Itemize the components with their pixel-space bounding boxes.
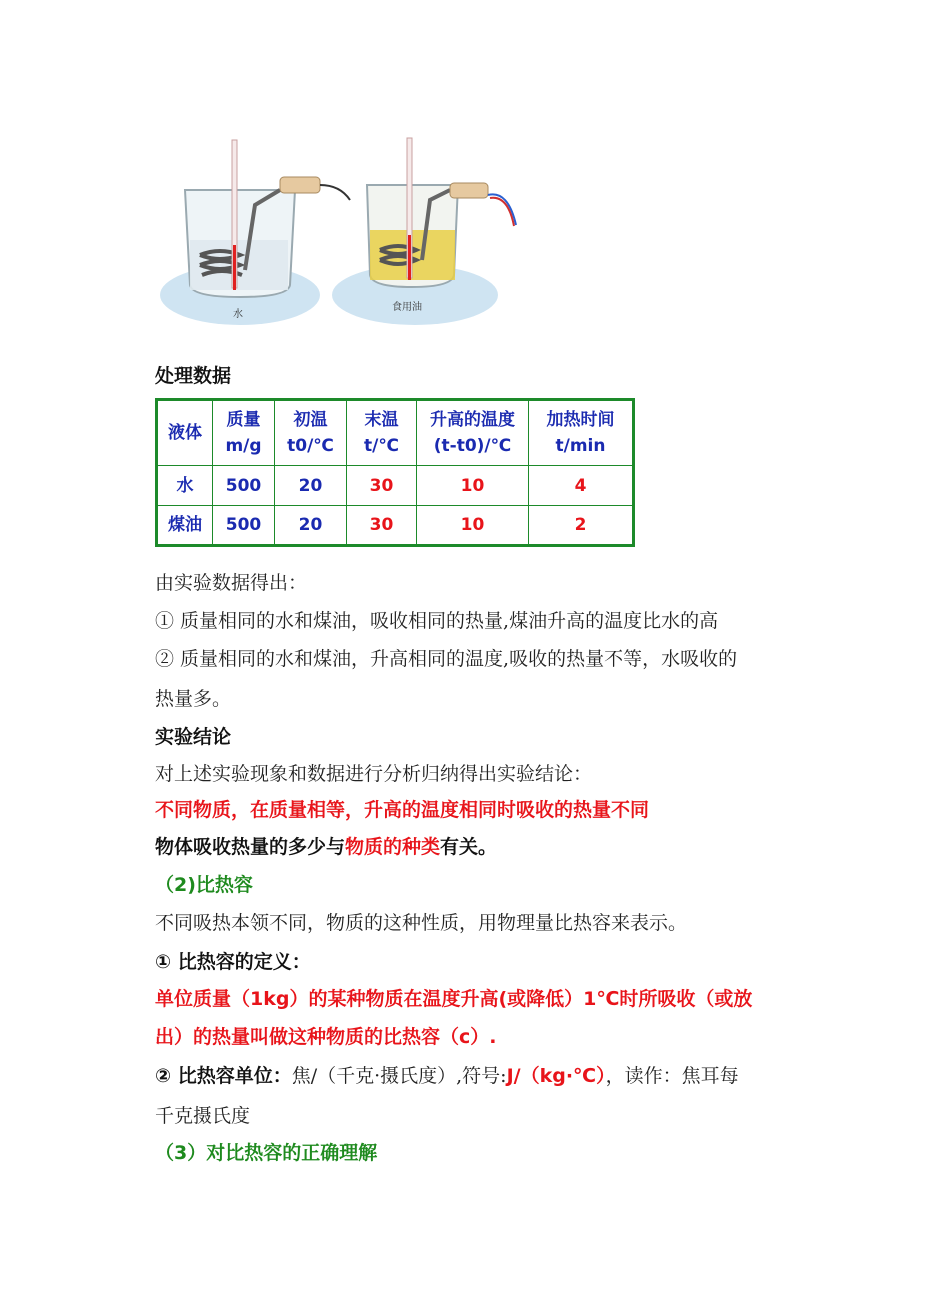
conclusion-2-post: 有关。 [440, 836, 498, 858]
definition-title: ① 比热容的定义： [155, 951, 311, 973]
cell-final-temp: 30 [347, 466, 417, 506]
conclusion-2 [155, 835, 497, 859]
table-row [157, 506, 634, 546]
cell-heat-time: 4 [529, 466, 634, 506]
table-header-row [157, 400, 634, 466]
section-process-heading: 处理数据 [155, 365, 232, 387]
cell-mass: 500 [213, 506, 275, 546]
cell-liquid: 水 [157, 466, 213, 506]
cell-temp-rise: 10 [417, 466, 529, 506]
header-final-temp: 末温 t/℃ [347, 400, 417, 466]
header-heat-time: 加热时间 t/min [529, 400, 634, 466]
conclusion-2-red: 物质的种类 [345, 836, 441, 858]
unit-read-b: 千克摄氏度 [155, 1105, 251, 1127]
point-1: ① 质量相同的水和煤油，吸收相同的热量,煤油升高的温度比水的高 [155, 610, 719, 632]
cell-initial-temp: 20 [275, 506, 347, 546]
beakers-illustration [160, 135, 530, 325]
conclude-intro: 由实验数据得出： [155, 572, 308, 594]
definition-line-b: 出）的热量叫做这种物质的比热容（c）. [155, 1026, 497, 1048]
header-mass: 质量 m/g [213, 400, 275, 466]
definition-line-a: 单位质量（1kg）的某种物质在温度升高(或降低）1℃时所吸收（或放 [155, 988, 753, 1010]
figure-caption-oil: 食用油 [392, 302, 422, 313]
unit-text: 焦/（千克·摄氏度）,符号: [291, 1065, 507, 1087]
conclusion-intro: 对上述实验现象和数据进行分析归纳得出实验结论： [155, 763, 593, 785]
cell-initial-temp: 20 [275, 466, 347, 506]
data-table [155, 398, 635, 547]
unit-symbol: J/（kg·℃） [506, 1065, 606, 1087]
cell-mass: 500 [213, 466, 275, 506]
unit-pre: ② 比热容单位： [155, 1065, 292, 1087]
specific-heat-intro: 不同吸热本领不同，物质的这种性质，用物理量比热容来表示。 [155, 912, 688, 934]
figure-caption-water: 水 [233, 309, 243, 320]
section-understanding: （3）对比热容的正确理解 [155, 1142, 378, 1164]
unit-line [155, 1064, 739, 1088]
section-conclusion-heading: 实验结论 [155, 726, 232, 748]
conclusion-red: 不同物质，在质量相等，升高的温度相同时吸收的热量不同 [155, 799, 650, 821]
section-specific-heat: （2)比热容 [155, 874, 253, 896]
unit-read: ，读作：焦耳每 [605, 1065, 739, 1087]
cell-liquid: 煤油 [157, 506, 213, 546]
point-2a: ② 质量相同的水和煤油，升高相同的温度,吸收的热量不等，水吸收的 [155, 648, 738, 670]
conclusion-2-pre: 物体吸收热量的多少与 [155, 836, 346, 858]
cell-temp-rise: 10 [417, 506, 529, 546]
experiment-figure [160, 135, 530, 325]
header-liquid: 液体 [157, 400, 213, 466]
header-temp-rise: 升高的温度 (t-t0)/℃ [417, 400, 529, 466]
point-2b: 热量多。 [155, 688, 232, 710]
cell-heat-time: 2 [529, 506, 634, 546]
cell-final-temp: 30 [347, 506, 417, 546]
table-row [157, 466, 634, 506]
header-initial-temp: 初温 t0/℃ [275, 400, 347, 466]
